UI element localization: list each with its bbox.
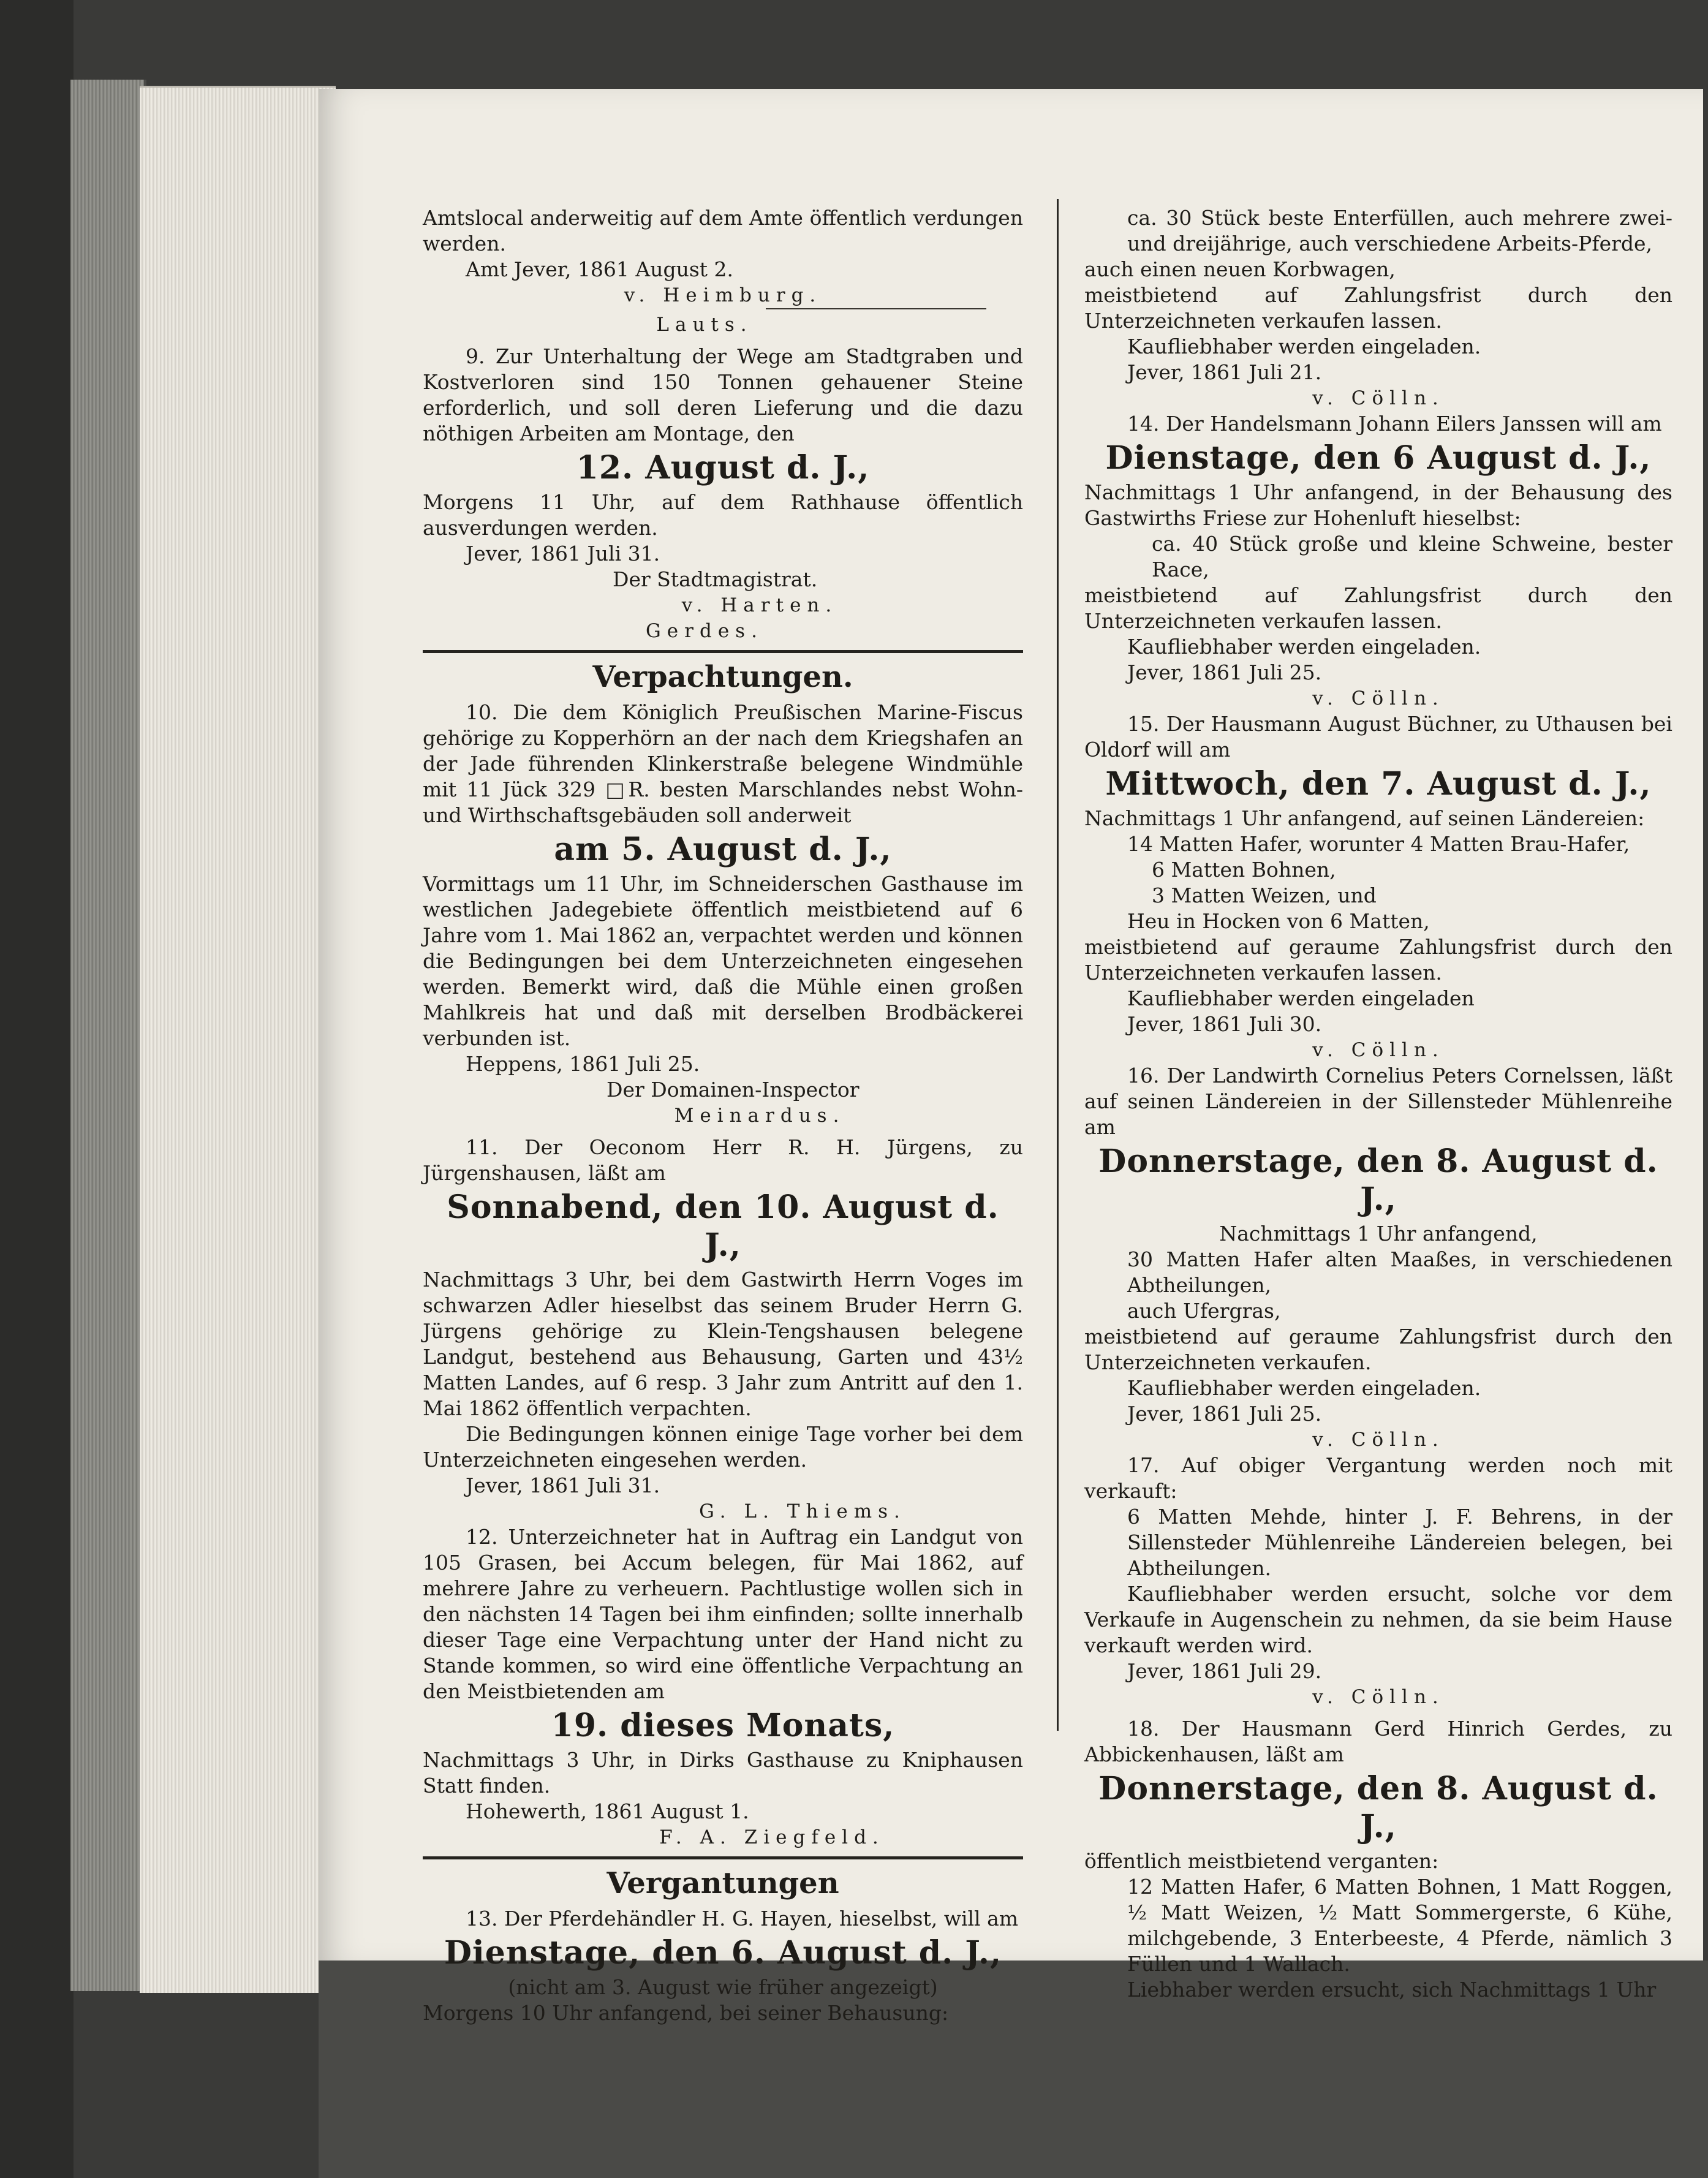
notice-18-text: Liebhaber werden ersucht, sich Nachmittags 1 Uhr xyxy=(1127,1978,1657,2002)
notice-13-note: (nicht am 3. August wie früher angezeigt) xyxy=(508,1975,938,1999)
notice-16-place: Jever, 1861 Juli 25. xyxy=(1127,1402,1322,1426)
notice-15-invitation: Kaufliebhaber werden eingeladen xyxy=(1127,986,1475,1010)
notice-16-signature: v. Cölln. xyxy=(1312,1429,1445,1451)
notice-14-date: Dienstage, den 6 August d. J., xyxy=(1105,439,1652,477)
notice-17-item: 6 Matten Mehde, hinter J. F. Behrens, in der Sillensteder Mühlenreihe Ländereien belegen, bei Abtheilungen. xyxy=(1127,1505,1672,1580)
notice-continuation: Amtslocal anderweitig auf dem Amte öffentlich verdungen werden. xyxy=(423,206,1023,255)
notice-9-text: Morgens 11 Uhr, auf dem Rathhause öffentlich ausverdungen werden. xyxy=(423,490,1023,540)
notice-14: 14. Der Handelsmann Johann Eilers Janssen will am xyxy=(1127,412,1662,436)
notice-13-place: Jever, 1861 Juli 21. xyxy=(1127,360,1322,384)
section-heading: Vergantungen xyxy=(606,1866,839,1900)
notice-17: 17. Auf obiger Vergantung werden noch mit verkauft: xyxy=(1084,1453,1672,1503)
notice-15-text: meistbietend auf geraume Zahlungsfrist durch den Unterzeichneten verkaufen lassen. xyxy=(1084,935,1672,985)
notice-12-date: 19. dieses Monats, xyxy=(551,1707,895,1744)
notice-14-item: ca. 40 Stück große und kleine Schweine, bester Race, xyxy=(1152,532,1672,581)
notice-15-item: Heu in Hocken von 6 Matten, xyxy=(1127,909,1430,933)
notice-signature: v. Heimburg. xyxy=(624,284,822,306)
notice-13: 13. Der Pferdehändler H. G. Hayen, hieselbst, will am xyxy=(466,1907,1019,1930)
notice-12-text: Nachmittags 3 Uhr, in Dirks Gasthause zu Kniphausen Statt finden. xyxy=(423,1748,1023,1798)
notice-10-signature: Meinardus. xyxy=(674,1105,845,1127)
book-edge xyxy=(0,0,74,2178)
notice-11-date: Sonnabend, den 10. August d. J., xyxy=(447,1189,999,1264)
notice-10-text: Vormittags um 11 Uhr, im Schneiderschen Gasthause im westlichen Jadegebiete öffentlich meistbietend auf 6 Jahre vom 1. Mai 1862 an, verpachtet werden und können die Bedingungen bei dem Unterzeichneten eingesehen werden. Bemerkt wird, daß die Mühle einen großen Mahlkreis hat und daß mit derselben Brodbäckerei verbunden ist. xyxy=(423,872,1023,1050)
notice-14-text: meistbietend auf Zahlungsfrist durch den Unterzeichneten verkaufen lassen. xyxy=(1084,583,1672,633)
book-cover-spine xyxy=(70,80,146,1991)
notice-14-place: Jever, 1861 Juli 25. xyxy=(1127,660,1322,684)
notice-15-item: 3 Matten Weizen, und xyxy=(1152,883,1377,907)
notice-11-signature: G. L. Thiems. xyxy=(699,1500,906,1522)
notice-15-item: 14 Matten Hafer, worunter 4 Matten Brau-Hafer, xyxy=(1127,832,1630,856)
notice-9-signature: Der Stadtmagistrat. xyxy=(613,567,818,591)
notice-9: 9. Zur Unterhaltung der Wege am Stadtgraben und Kostverloren sind 150 Tonnen gehauener Steine erforderlich, und soll deren Lieferung und die dazu nöthigen Arbeiten am Montage, den xyxy=(423,344,1023,445)
notice-13-item: auch einen neuen Korbwagen, xyxy=(1084,257,1396,281)
notice-11-text: Nachmittags 3 Uhr, bei dem Gastwirth Herrn Voges im schwarzen Adler hieselbst das seinem Bruder Herrn G. Jürgens gehörige zu Klein-Tengshausen belegene Landgut, bestehend aus Behausung, Garten und 43½ Matten Landes, auf 6 resp. 3 Jahr zum Antritt auf den 1. Mai 1862 öffentlich verpachten. xyxy=(423,1268,1023,1420)
notice-15-signature: v. Cölln. xyxy=(1312,1039,1445,1061)
notice-13-signature: v. Cölln. xyxy=(1312,387,1445,409)
notice-18-item: 12 Matten Hafer, 6 Matten Bohnen, 1 Matt Roggen, ½ Matt Weizen, ½ Matt Sommergerste, 6 Kühe, milchgebende, 3 Enterbeeste, 4 Pferde, nämlich 3 Füllen und 1 Wallach. xyxy=(1127,1875,1672,1976)
notice-16-date: Donnerstage, den 8. August d. J., xyxy=(1098,1143,1658,1218)
notice-15-place: Jever, 1861 Juli 30. xyxy=(1127,1012,1322,1036)
section-heading: Verpachtungen. xyxy=(592,660,853,694)
notice-18-date: Donnerstage, den 8. August d. J., xyxy=(1098,1770,1658,1845)
notice-15-date: Mittwoch, den 7. August d. J., xyxy=(1105,765,1652,803)
notice-12-place: Hohewerth, 1861 August 1. xyxy=(466,1799,749,1823)
notice-18: 18. Der Hausmann Gerd Hinrich Gerdes, zu Abbickenhausen, läßt am xyxy=(1084,1717,1672,1766)
notice-signature: Lauts. xyxy=(656,314,753,336)
notice-16-text: meistbietend auf geraume Zahlungsfrist durch den Unterzeichneten verkaufen. xyxy=(1084,1325,1672,1374)
notice-16-text: Nachmittags 1 Uhr anfangend, xyxy=(1219,1222,1538,1246)
section-rule xyxy=(423,1856,1023,1859)
notice-17-text: Kaufliebhaber werden ersucht, solche vor dem Verkaufe in Augenschein zu nehmen, da sie beim Hause verkauft werden wird. xyxy=(1084,1582,1672,1657)
notice-14-signature: v. Cölln. xyxy=(1312,687,1445,709)
notice-13-date: Dienstage, den 6. August d. J., xyxy=(444,1934,1002,1972)
notice-12: 12. Unterzeichneter hat in Auftrag ein Landgut von 105 Grasen, bei Accum belegen, für Mai 1862, auf mehrere Jahre zu verheuern. Pachtlustige wollen sich in den nächsten 14 Tagen bei ihm einfinden; sollte innerhalb dieser Tage eine Verpachtung unter der Hand nicht zu Stande kommen, so wird eine öffentliche Verpachtung an den Meistbietenden am xyxy=(423,1525,1023,1703)
section-rule xyxy=(423,650,1023,653)
notice-13-item: ca. 30 Stück beste Enterfüllen, auch mehrere zwei- und dreijährige, auch verschiedene Arbeits-Pferde, xyxy=(1127,206,1672,255)
notice-10: 10. Die dem Königlich Preußischen Marine-Fiscus gehörige zu Kopperhörn an der nach dem Kriegshafen an der Jade führenden Klinkerstraße belegene Windmühle mit 11 Jück 329 □R. besten Marschlandes nebst Wohn- und Wirthschaftsgebäuden soll anderweit xyxy=(423,700,1023,827)
column-divider xyxy=(1057,199,1059,1731)
right-column xyxy=(1084,205,1672,2003)
notice-10-signature: Der Domainen-Inspector xyxy=(606,1078,860,1102)
notice-10-place: Heppens, 1861 Juli 25. xyxy=(466,1052,700,1076)
notice-14-text: Nachmittags 1 Uhr anfangend, in der Behausung des Gastwirths Friese zur Hohenluft hieselbst: xyxy=(1084,480,1672,530)
notice-11-place: Jever, 1861 Juli 31. xyxy=(466,1473,660,1497)
left-column xyxy=(423,205,1023,2026)
notice-14-invitation: Kaufliebhaber werden eingeladen. xyxy=(1127,635,1481,659)
signature-rule xyxy=(766,308,986,309)
notice-16-invitation: Kaufliebhaber werden eingeladen. xyxy=(1127,1376,1481,1400)
notice-date: Amt Jever, 1861 August 2. xyxy=(466,257,734,281)
notice-11-text: Die Bedingungen können einige Tage vorher bei dem Unterzeichneten eingesehen werden. xyxy=(423,1422,1023,1472)
notice-9-place: Jever, 1861 Juli 31. xyxy=(466,542,660,565)
notice-11: 11. Der Oeconom Herr R. H. Jürgens, zu Jürgenshausen, läßt am xyxy=(423,1135,1023,1185)
notice-16: 16. Der Landwirth Cornelius Peters Cornelssen, läßt auf seinen Ländereien in der Sillensteder Mühlenreihe am xyxy=(1084,1064,1672,1139)
notice-13-invitation: Kaufliebhaber werden eingeladen. xyxy=(1127,335,1481,358)
notice-17-place: Jever, 1861 Juli 29. xyxy=(1127,1659,1322,1683)
notice-15: 15. Der Hausmann August Büchner, zu Uthausen bei Oldorf will am xyxy=(1084,712,1672,762)
notice-15-text: Nachmittags 1 Uhr anfangend, auf seinen Ländereien: xyxy=(1084,806,1645,830)
notice-17-signature: v. Cölln. xyxy=(1312,1686,1445,1708)
notice-9-date: 12. August d. J., xyxy=(576,449,870,486)
notice-18-text: öffentlich meistbietend verganten: xyxy=(1084,1849,1439,1873)
notice-9-signature: v. Harten. xyxy=(681,594,838,616)
page-stack-edge xyxy=(140,86,336,1993)
notice-13-text: meistbietend auf Zahlungsfrist durch den Unterzeichneten verkaufen lassen. xyxy=(1084,283,1672,333)
notice-16-item: 30 Matten Hafer alten Maaßes, in verschiedenen Abtheilungen, xyxy=(1127,1247,1672,1297)
notice-13-text: Morgens 10 Uhr anfangend, bei seiner Behausung: xyxy=(423,2001,949,2025)
notice-10-date: am 5. August d. J., xyxy=(554,831,892,868)
notice-9-signature: Gerdes. xyxy=(646,620,763,642)
notice-12-signature: F. A. Ziegfeld. xyxy=(659,1826,885,1848)
notice-15-item: 6 Matten Bohnen, xyxy=(1152,858,1336,882)
notice-16-item: auch Ufergras, xyxy=(1127,1299,1281,1323)
